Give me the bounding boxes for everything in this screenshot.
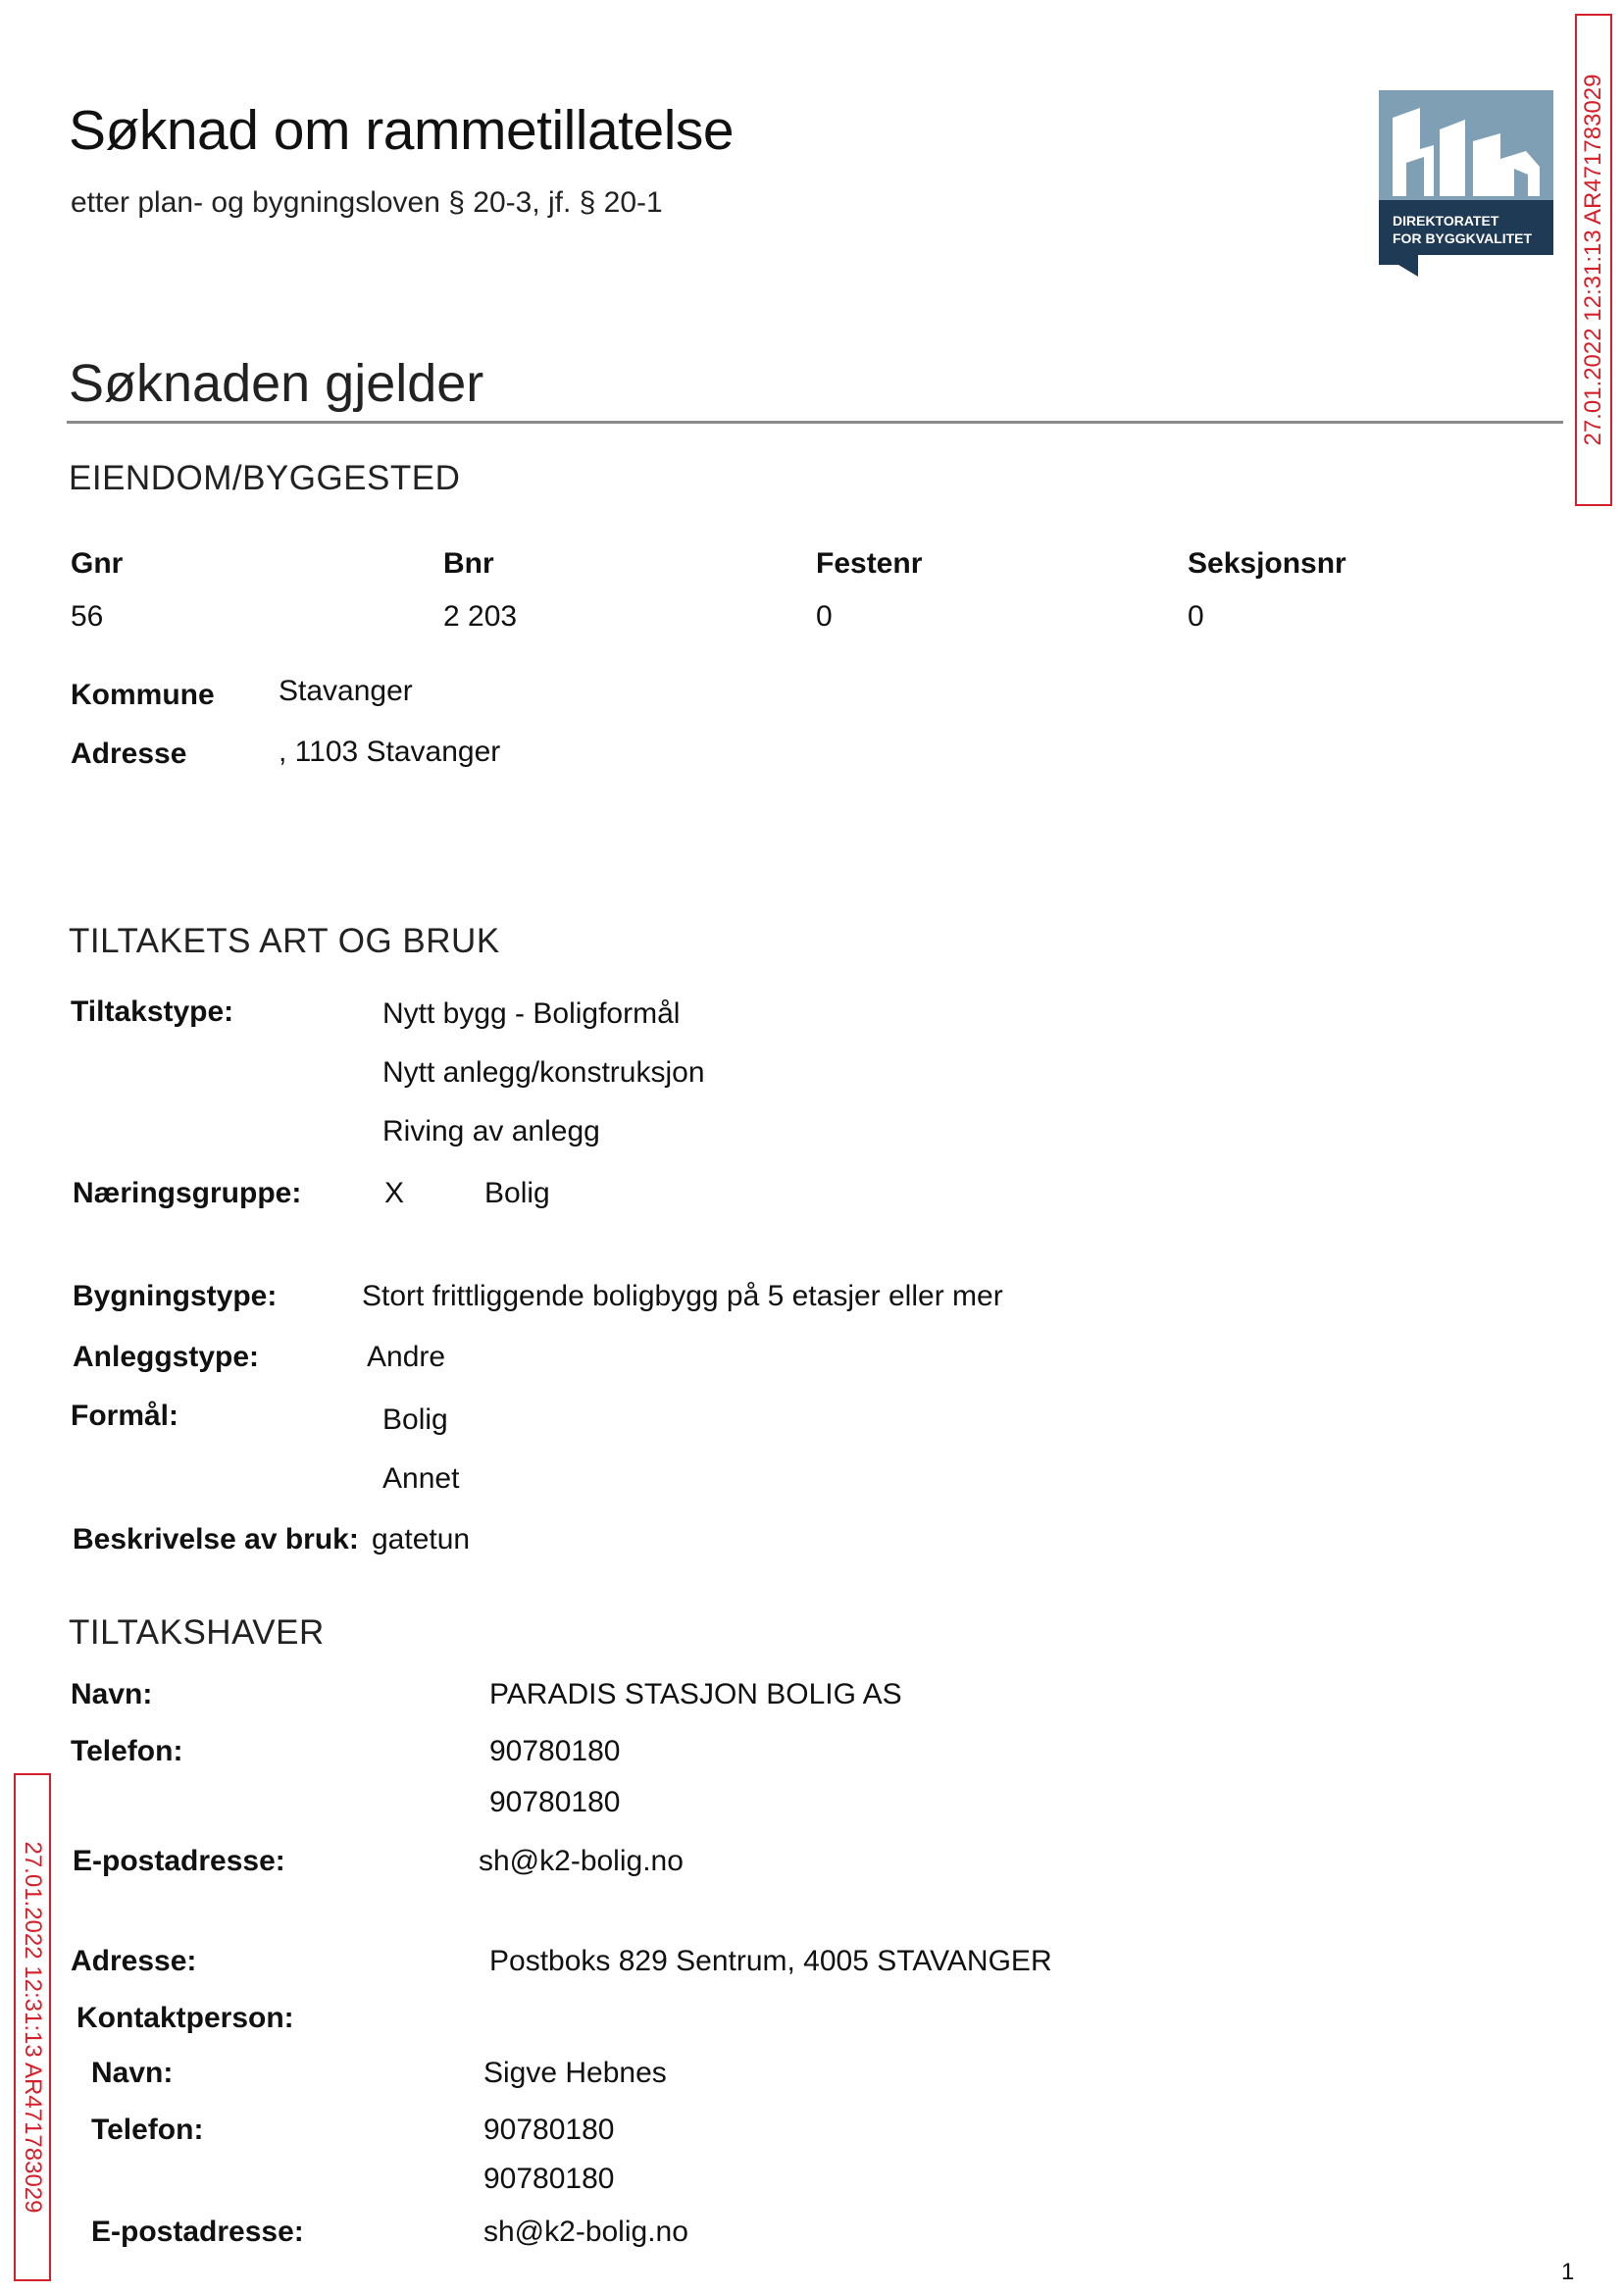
dibk-logo-graphic [1379, 90, 1553, 277]
value-naeringsgruppe-code: X [384, 1177, 405, 1209]
label-beskrivelse: Beskrivelse av bruk: [73, 1523, 359, 1555]
document-title: Søknad om rammetillatelse [69, 99, 735, 162]
logo-text-1: DIREKTORATET [1393, 213, 1499, 229]
value-beskrivelse: gatetun [372, 1523, 471, 1555]
value-kontakt-epost: sh@k2-bolig.no [483, 2216, 688, 2248]
archive-stamp-left-text: 27.01.2022 12:31:13 AR471783029 [20, 1841, 46, 2214]
section-title: Søknaden gjelder [69, 354, 484, 413]
value-adresse: , 1103 Stavanger [279, 736, 501, 768]
value-kontakt-navn: Sigve Hebnes [483, 2057, 667, 2089]
archive-stamp-right [1575, 14, 1612, 506]
value-telefon-1: 90780180 [489, 1735, 621, 1767]
label-naeringsgruppe: Næringsgruppe: [73, 1177, 302, 1209]
archive-stamp-right-text: 27.01.2022 12:31:13 AR471783029 [1580, 74, 1606, 446]
label-anleggstype: Anleggstype: [73, 1341, 260, 1373]
heading-tiltak: TILTAKETS ART OG BRUK [69, 922, 500, 960]
value-anleggstype: Andre [367, 1341, 446, 1373]
value-gnr: 56 [71, 600, 104, 633]
label-telefon: Telefon: [71, 1735, 183, 1767]
label-navn: Navn: [71, 1678, 153, 1710]
dibk-logo [1379, 90, 1553, 277]
value-kontakt-telefon-2: 90780180 [483, 2163, 615, 2195]
label-epost: E-postadresse: [73, 1845, 285, 1877]
label-gnr: Gnr [71, 547, 124, 580]
value-naeringsgruppe: Bolig [484, 1177, 550, 1209]
value-tiltakstype-1: Nytt bygg - Boligformål [382, 997, 681, 1030]
archive-stamp-left [14, 1773, 51, 2281]
value-formal-1: Bolig [382, 1403, 448, 1436]
label-kontakt-navn: Navn: [91, 2057, 174, 2089]
value-kontakt-telefon-1: 90780180 [483, 2114, 615, 2146]
value-telefon-2: 90780180 [489, 1786, 621, 1818]
value-tiltakstype-3: Riving av anlegg [382, 1115, 600, 1147]
label-seksjonsnr: Seksjonsnr [1188, 547, 1346, 580]
value-tiltakstype-2: Nytt anlegg/konstruksjon [382, 1056, 705, 1089]
label-adresse: Adresse [71, 738, 187, 770]
heading-tiltakshaver: TILTAKSHAVER [69, 1613, 325, 1652]
value-navn: PARADIS STASJON BOLIG AS [489, 1678, 902, 1710]
section-divider [67, 421, 1563, 424]
logo-text-2: FOR BYGGKVALITET [1393, 230, 1533, 246]
label-bygningstype: Bygningstype: [73, 1280, 278, 1312]
value-epost: sh@k2-bolig.no [479, 1845, 684, 1877]
value-adresse-tiltakshaver: Postboks 829 Sentrum, 4005 STAVANGER [489, 1945, 1052, 1977]
label-festenr: Festenr [816, 547, 923, 580]
page-number: 1 [1561, 2259, 1575, 2285]
label-formal: Formål: [71, 1400, 179, 1432]
value-festenr: 0 [816, 600, 833, 633]
heading-eiendom: EIENDOM/BYGGESTED [69, 459, 461, 497]
label-kontakt-epost: E-postadresse: [91, 2216, 304, 2248]
label-adresse-tiltakshaver: Adresse: [71, 1945, 197, 1977]
label-kontaktperson: Kontaktperson: [76, 2002, 294, 2034]
value-formal-2: Annet [382, 1462, 460, 1495]
label-tiltakstype: Tiltakstype: [71, 995, 234, 1028]
value-kommune: Stavanger [279, 675, 413, 707]
value-seksjonsnr: 0 [1188, 600, 1204, 633]
label-kommune: Kommune [71, 679, 215, 711]
label-bnr: Bnr [443, 547, 494, 580]
value-bygningstype: Stort frittliggende boligbygg på 5 etasjer eller mer [362, 1280, 1003, 1312]
document-subtitle: etter plan- og bygningsloven § 20-3, jf. § 20-1 [71, 186, 663, 219]
label-kontakt-telefon: Telefon: [91, 2114, 204, 2146]
value-bnr: 2 203 [443, 600, 518, 633]
